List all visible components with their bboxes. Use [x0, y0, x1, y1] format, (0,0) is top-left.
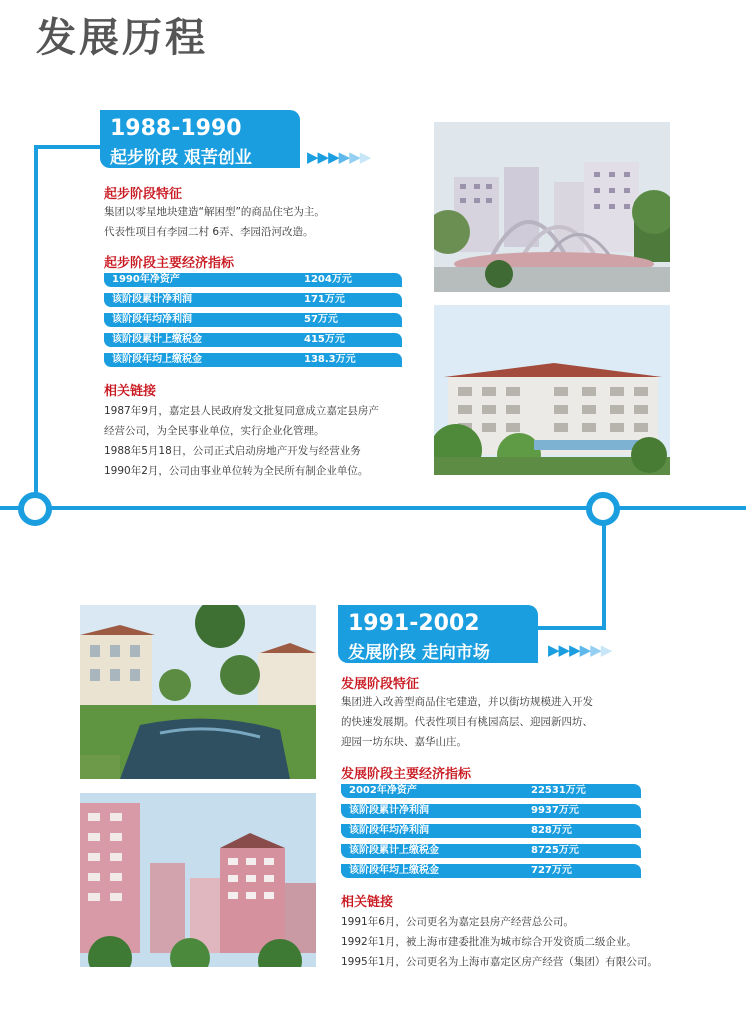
metric-row: 该阶段年均上缴税金 138.3万元 — [104, 353, 402, 367]
links-text: 1991年6月，公司更名为嘉定县房产经营总公司。 1992年1月，被上海市建委批准为城市综合开发资质二级企业。 1995年1月，公司更名为上海市嘉定区房产经营（集团）有限公司。 — [341, 916, 658, 968]
metric-row: 该阶段累计净利润 171万元 — [104, 293, 402, 307]
arrow-decoration: ▶▶▶▶▶▶ — [307, 148, 371, 166]
timeline-line — [34, 145, 104, 149]
timeline-node — [18, 492, 52, 526]
photo-villas-pond — [80, 605, 316, 779]
links-text: 1987年9月，嘉定县人民政府发文批复同意成立嘉定县房产 经营公司，为全民事业单位，实行企业化管理。 1988年5月18日，公司正式启动房地产开发与经营业务 1990年2月，公司由事业单位转为全民所有制企业单位。 — [104, 405, 379, 477]
metric-row: 该阶段年均净利润 57万元 — [104, 313, 402, 327]
timeline-line — [0, 506, 746, 510]
period-name: 发展阶段 走向市场 — [348, 643, 490, 663]
feature-title: 发展阶段特征 — [341, 677, 420, 692]
metric-row: 该阶段年均净利润 828万元 — [341, 824, 641, 838]
page-title: 发展历程 — [36, 15, 208, 61]
links-title: 相关链接 — [341, 895, 394, 910]
timeline-node — [586, 492, 620, 526]
metric-row: 该阶段累计上缴税金 8725万元 — [341, 844, 641, 858]
photo-apartment-block — [434, 305, 670, 475]
links-title: 相关链接 — [104, 384, 157, 399]
photo-pink-highrise — [80, 793, 316, 967]
metric-row: 该阶段年均上缴税金 727万元 — [341, 864, 641, 878]
timeline-line — [602, 520, 606, 626]
metric-row: 该阶段累计净利润 9937万元 — [341, 804, 641, 818]
metric-row: 2002年净资产 22531万元 — [341, 784, 641, 798]
metric-row: 1990年净资产 1204万元 — [104, 273, 402, 287]
period-header — [338, 605, 538, 663]
arrow-decoration: ▶▶▶▶▶▶ — [548, 641, 612, 659]
timeline-line — [530, 626, 606, 630]
feature-text: 集团以零星地块建造“解困型”的商品住宅为主。 代表性项目有李园二村 6弄、李园沿河改造。 — [104, 206, 325, 238]
metrics-title: 起步阶段主要经济指标 — [104, 256, 235, 271]
timeline-line — [34, 145, 38, 497]
period-header — [100, 110, 300, 168]
metric-row: 该阶段累计上缴税金 415万元 — [104, 333, 402, 347]
feature-title: 起步阶段特征 — [104, 187, 183, 202]
metrics-title: 发展阶段主要经济指标 — [341, 767, 472, 782]
photo-plaza-apartments — [434, 122, 670, 292]
period-years: 1991-2002 — [348, 611, 480, 636]
period-name: 起步阶段 艰苦创业 — [110, 148, 252, 168]
feature-text: 集团进入改善型商品住宅建造，并以街坊规模进入开发 的快速发展期。代表性项目有桃园高层、迎园新四坊、 迎园一坊东块、嘉华山庄。 — [341, 696, 593, 748]
period-years: 1988-1990 — [110, 116, 242, 141]
